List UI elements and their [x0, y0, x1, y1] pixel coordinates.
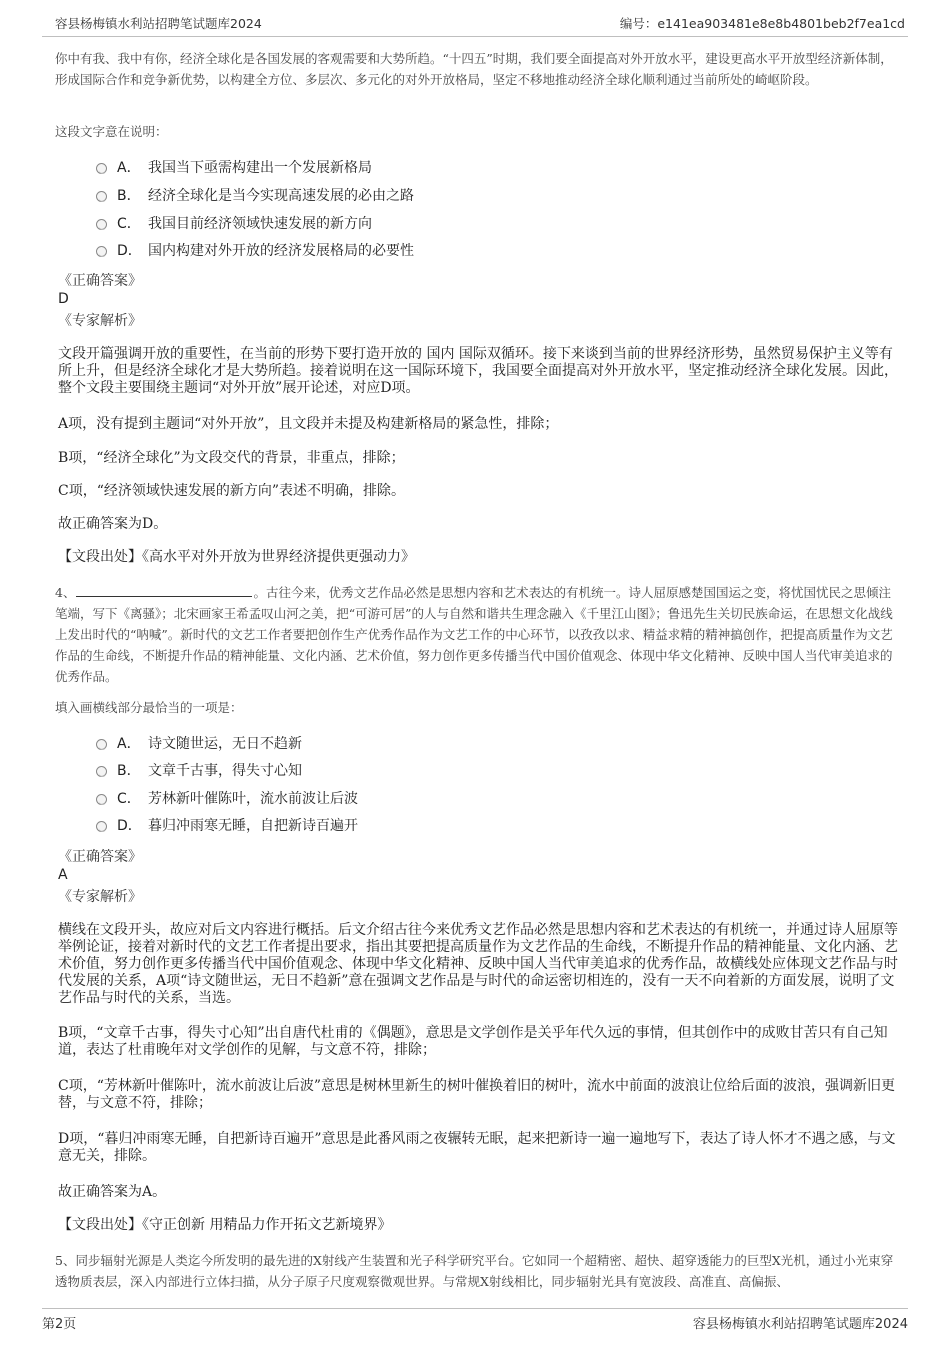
q4-analysis-label: 《专家解析》	[58, 889, 142, 905]
q4-prompt: 填入画横线部分最恰当的一项是：	[55, 700, 243, 715]
radio-button[interactable]	[96, 739, 107, 750]
q4-analysis-d: D项，“暮归冲雨寒无睡，自把新诗百遍开”意思是此番风雨之夜辗转无眠，起来把新诗一遍一遍地写下，表达了诗人怀才不遇之感，与文意无关，排除。	[58, 1131, 896, 1164]
q4-answer-label: 《正确答案》	[58, 849, 142, 865]
radio-button[interactable]	[96, 794, 107, 805]
header-code: 编号：e141ea903481e8e8b4801beb2f7ea1cd	[619, 16, 905, 31]
radio-button[interactable]	[96, 219, 107, 230]
q4-analysis-main: 横线在文段开头，故应对后文内容进行概括。后文介绍古往今来优秀文艺作品必然是思想内容和艺术表达的有机统一，并通过诗人屈原等举例论证，接着对新时代的文艺工作者提出要求，指出其要把提高质量作为文艺作品的生命线，不断提升作品的精神能量、文化内涵、艺术价值，努力创作更多传播当代中国价值观念、体现中华文化精神、反映中国人当代审美追求的优秀作品，故横线处应体现文艺作品与时代发展的关系，A项“诗文随世运，无日不趋新”意在强调文艺作品是与时代的命运密切相连的，没有一天不向着新的方面发展，说明了文艺作品与时代的关系，当选。	[58, 922, 898, 1006]
q4-source: 【文段出处】《守正创新 用精品力作开拓文艺新境界》	[58, 1217, 392, 1233]
radio-button[interactable]	[96, 163, 107, 174]
q4-analysis-b: B项，“文章千古事，得失寸心知”出自唐代杜甫的《偶题》，意思是文学创作是关乎年代久远的事情，但其创作中的成败甘苦只有自己知道，表达了杜甫晚年对文学创作的见解，与文意不符，排除；	[58, 1025, 888, 1058]
q3-answer: D	[58, 291, 69, 307]
fill-blank	[76, 583, 252, 597]
page-header	[55, 14, 905, 36]
q5-passage: 5、同步辐射光源是人类迄今所发明的最先进的X射线产生装置和光子科学研究平台。它如同一个超精密、超快、超穿透能力的巨型X光机，通过小光束穿透物质表层，深入内部进行立体扫描，从分子原子尺度观察微观世界。与常规X射线相比，同步辐射光具有宽波段、高准直、高偏振、	[55, 1253, 894, 1289]
radio-button[interactable]	[96, 766, 107, 777]
q3-analysis-b: B项，“经济全球化”为文段交代的背景，非重点，排除；	[58, 450, 405, 466]
radio-button[interactable]	[96, 191, 107, 202]
q3-conclusion: 故正确答案为D。	[58, 516, 168, 532]
q3-passage: 你中有我、我中有你，经济全球化是各国发展的客观需要和大势所趋。“十四五”时期，我们要全面提高对外开放水平，建设更高水平开放型经济新体制，形成国际合作和竞争新优势，以构建全方位、多层次、多元化的对外开放格局，坚定不移地推动经济全球化顺利通过当前所处的崎岖阶段。	[55, 51, 893, 87]
q3-source: 【文段出处】《高水平对外开放为世界经济提供更强动力》	[58, 549, 415, 565]
radio-button[interactable]	[96, 246, 107, 257]
q4-passage: 4、 。古往今来，优秀文艺作品必然是思想内容和艺术表达的有机统一。诗人屈原感楚国国运之变，将忧国忧民之思倾注笔端，写下《离骚》；北宋画家王希孟叹山河之美，把“可游可居”的人与自然和谐共生理念融入《千里江山图》；鲁迅先生关切民族命运，在思想文化战线上发出时代的“呐喊”。新时代的文艺工作者要把创作生产优秀作品作为文艺工作的中心环节，以孜孜以求、精益求精的精神搞创作，把提高质量作为文艺作品的生命线，不断提升作品的精神能量、文化内涵、艺术价值，努力创作更多传播当代中国价值观念、体现中华文化精神、反映中国人当代审美追求的优秀作品。	[55, 585, 893, 684]
page-footer	[42, 1313, 908, 1333]
q3-analysis-main: 文段开篇强调开放的重要性，在当前的形势下要打造开放的 国内 国际双循环。接下来谈到当前的世界经济形势，虽然贸易保护主义等有所上升，但是经济全球化才是大势所趋。接着说明在这一国际环境下，我国要全面提高对外开放水平，坚定推动经济全球化发展。因此，整个文段主要围绕主题词“对外开放”展开论述，对应D项。	[58, 346, 898, 396]
q3-analysis-label: 《专家解析》	[58, 313, 142, 329]
footer-title: 容县杨梅镇水利站招聘笔试题库2024	[692, 1317, 908, 1332]
q4-answer: A	[58, 867, 68, 883]
header-divider	[42, 36, 908, 37]
q3-answer-label: 《正确答案》	[58, 273, 142, 289]
header-title: 容县杨梅镇水利站招聘笔试题库2024	[55, 16, 262, 31]
q3-prompt: 这段文字意在说明：	[55, 124, 168, 139]
q4-conclusion: 故正确答案为A。	[58, 1184, 167, 1200]
q3-analysis-a: A项，没有提到主题词“对外开放”，且文段并未提及构建新格局的紧急性，排除；	[58, 416, 559, 432]
radio-button[interactable]	[96, 821, 107, 832]
page-number: 第2页	[42, 1317, 77, 1332]
footer-divider	[42, 1308, 908, 1309]
q3-analysis-c: C项，“经济领域快速发展的新方向”表述不明确，排除。	[58, 483, 406, 499]
q4-analysis-c: C项，“芳林新叶催陈叶，流水前波让后波”意思是树林里新生的树叶催换着旧的树叶，流水中前面的波浪让位给后面的波浪，强调新旧更替，与文意不符，排除；	[58, 1078, 896, 1111]
